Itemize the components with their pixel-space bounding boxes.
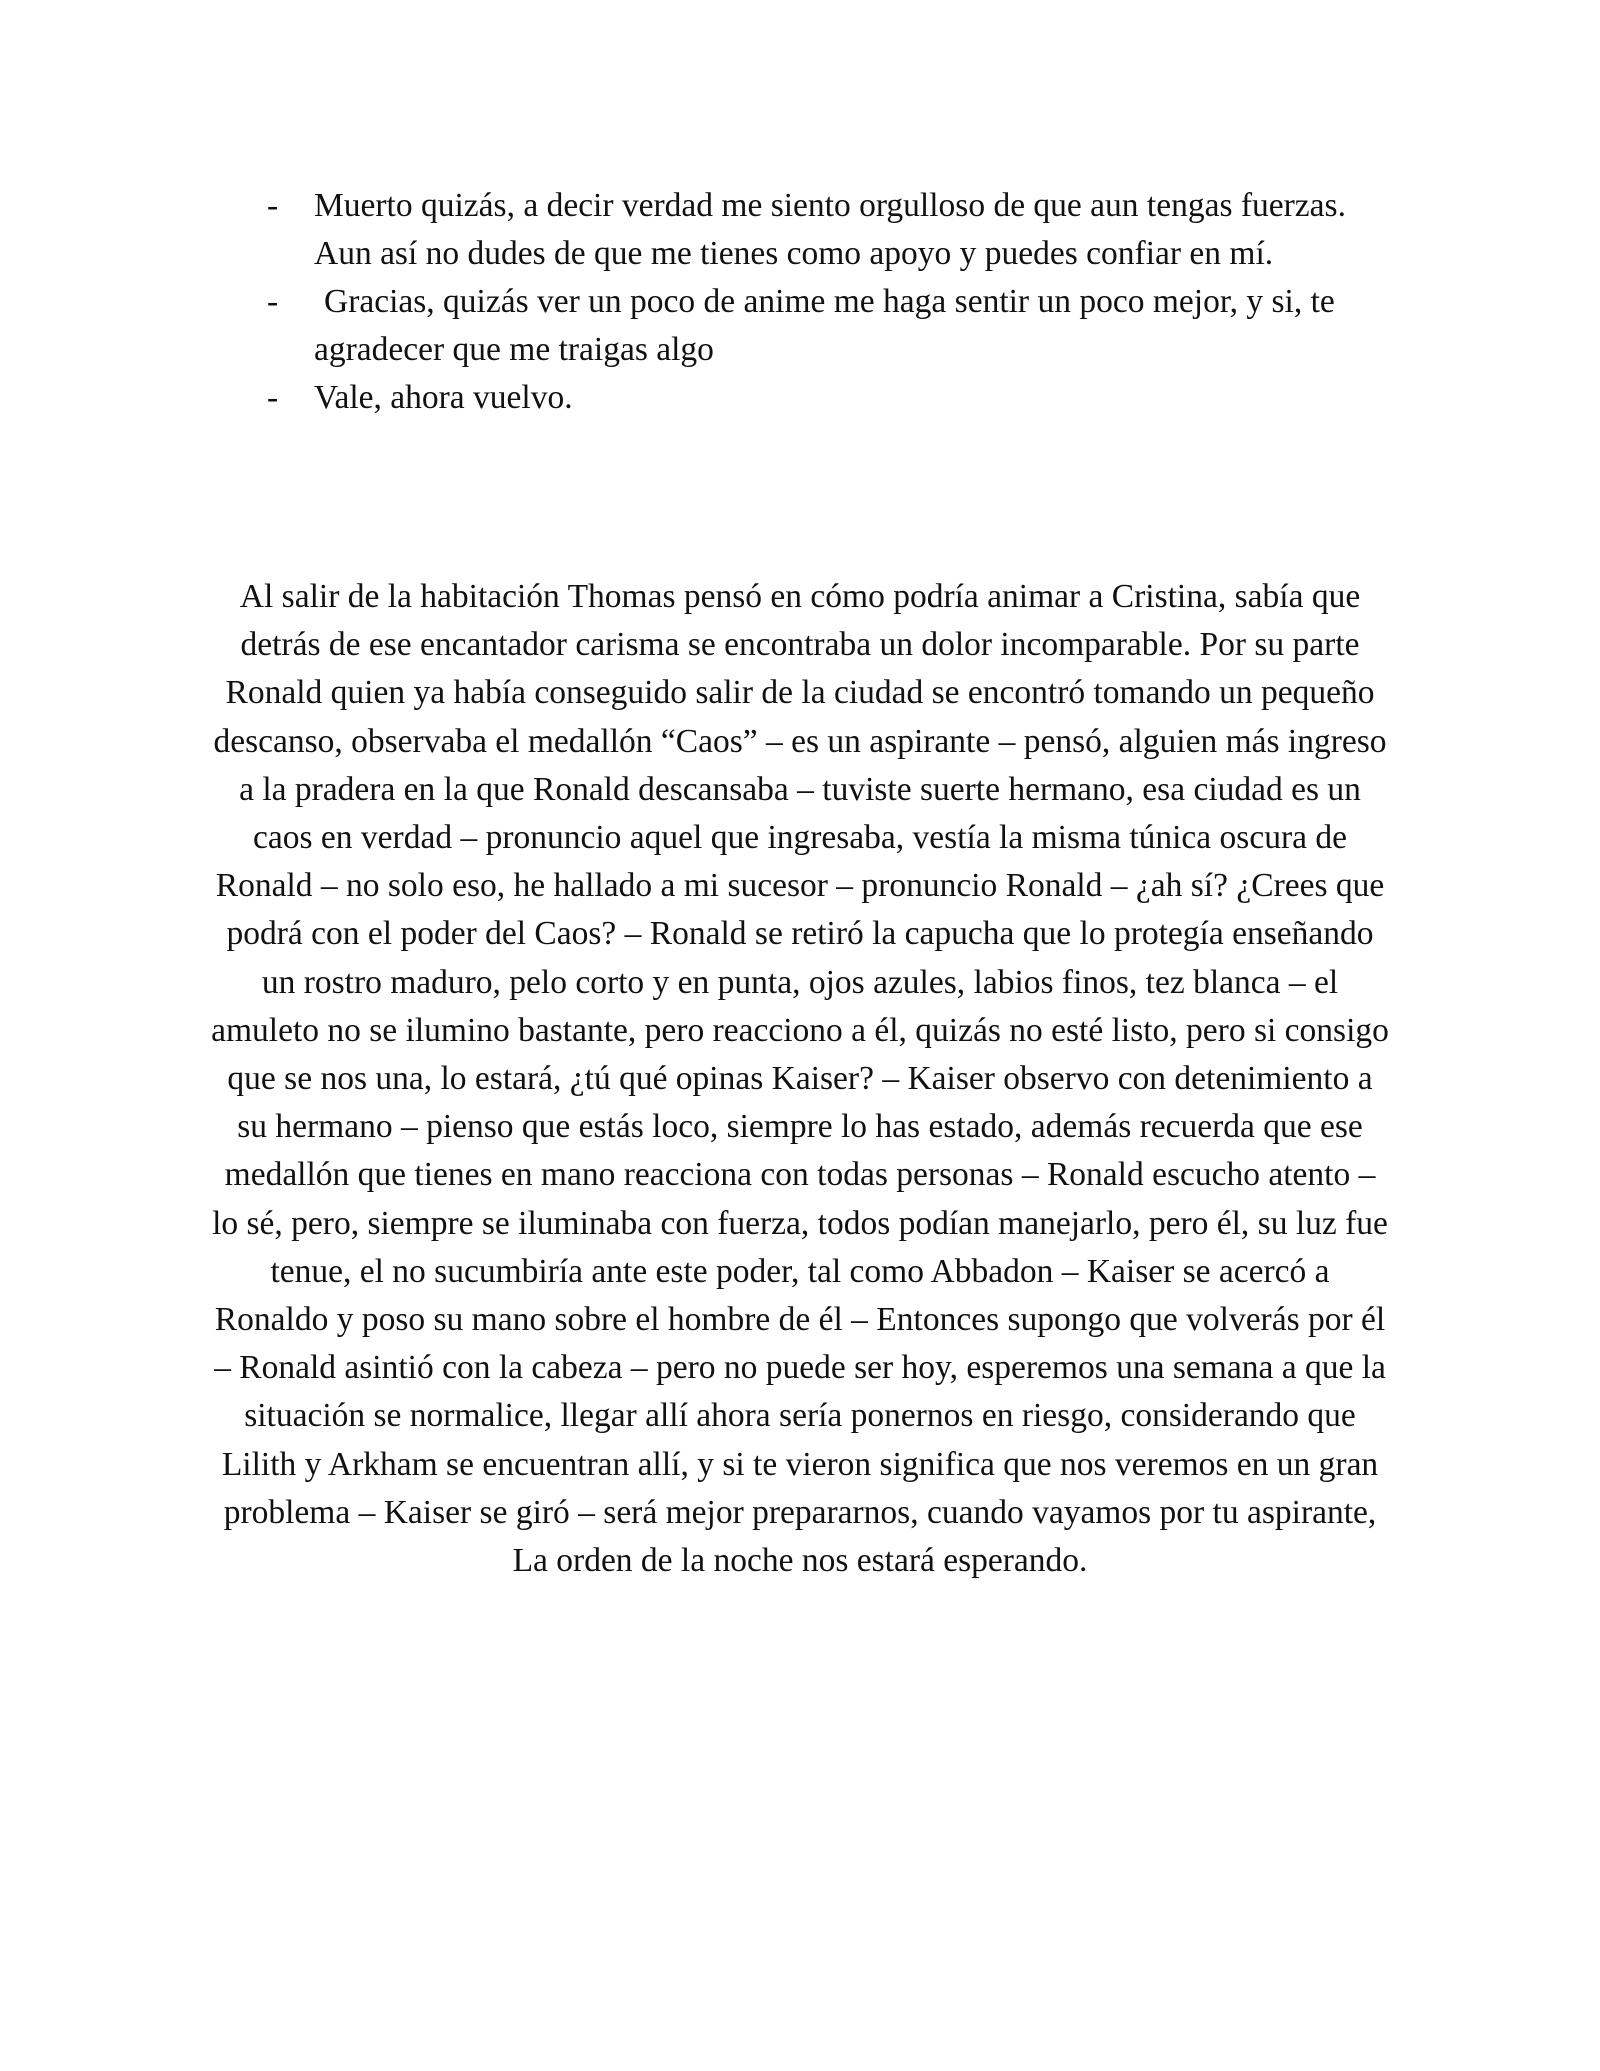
dialogue-dash: - <box>267 187 279 224</box>
dialogue-line <box>262 374 1372 422</box>
dialogue-text: Gracias, quizás ver un poco de anime me haga sentir un poco mejor, y si, te agradecer que me traigas algo <box>314 283 1335 368</box>
dialogue-text: Muerto quizás, a decir verdad me siento orgulloso de que aun tengas fuerzas. Aun así no dudes de que me tienes como apoyo y puedes confiar en mí. <box>314 187 1346 272</box>
dialogue-line <box>262 278 1372 374</box>
narration-paragraph: Al salir de la habitación Thomas pensó en cómo podría animar a Cristina, sabía que detrás de ese encantador carisma se encontraba un dolor incomparable. Por su parte Ronald quien ya había conseguido salir de la ciudad se encontró tomando un pequeño descanso, observaba el medallón “Caos” – es un aspirante – pensó, alguien más ingreso a la pradera en la que Ronald descansaba – tuviste suerte hermano, esa ciudad es un caos en verdad – pronuncio aquel que ingresaba, vestía la misma túnica oscura de Ronald – no solo eso, he hallado a mi sucesor – pronuncio Ronald – ¿ah sí? ¿Crees que podrá con el poder del Caos? – Ronald se retiró la capucha que lo protegía enseñando un rostro maduro, pelo corto y en punta, ojos azules, labios finos, tez blanca – el amuleto no se ilumino bastante, pero reacciono a él, quizás no esté listo, pero si consigo que se nos una, lo estará, ¿tú qué opinas Kaiser? – Kaiser observo con detenimiento a su hermano – pienso que estás loco, siempre lo has estado, además recuerda que ese medallón que tienes en mano reacciona con todas personas – Ronald escucho atento – lo sé, pero, siempre se iluminaba con fuerza, todos podían manejarlo, pero él, su luz fue tenue, el no sucumbiría ante este poder, tal como Abbadon – Kaiser se acercó a Ronaldo y poso su mano sobre el hombre de él – Entonces supongo que volverás por él – Ronald asintió con la cabeza – pero no puede ser hoy, esperemos una semana a que la situación se normalice, llegar allí ahora sería ponernos en riesgo, considerando que Lilith y Arkham se encuentran allí, y si te vieron significa que nos veremos en un gran problema – Kaiser se giró – será mejor prepararnos, cuando vayamos por tu aspirante, La orden de la noche nos estará esperando. <box>211 578 1389 1580</box>
dialogue-dash: - <box>267 379 279 416</box>
dialogue-dash: - <box>267 283 279 320</box>
dialogue-list <box>262 182 1372 422</box>
dialogue-text: Vale, ahora vuelvo. <box>314 379 573 416</box>
dialogue-line <box>262 182 1372 278</box>
